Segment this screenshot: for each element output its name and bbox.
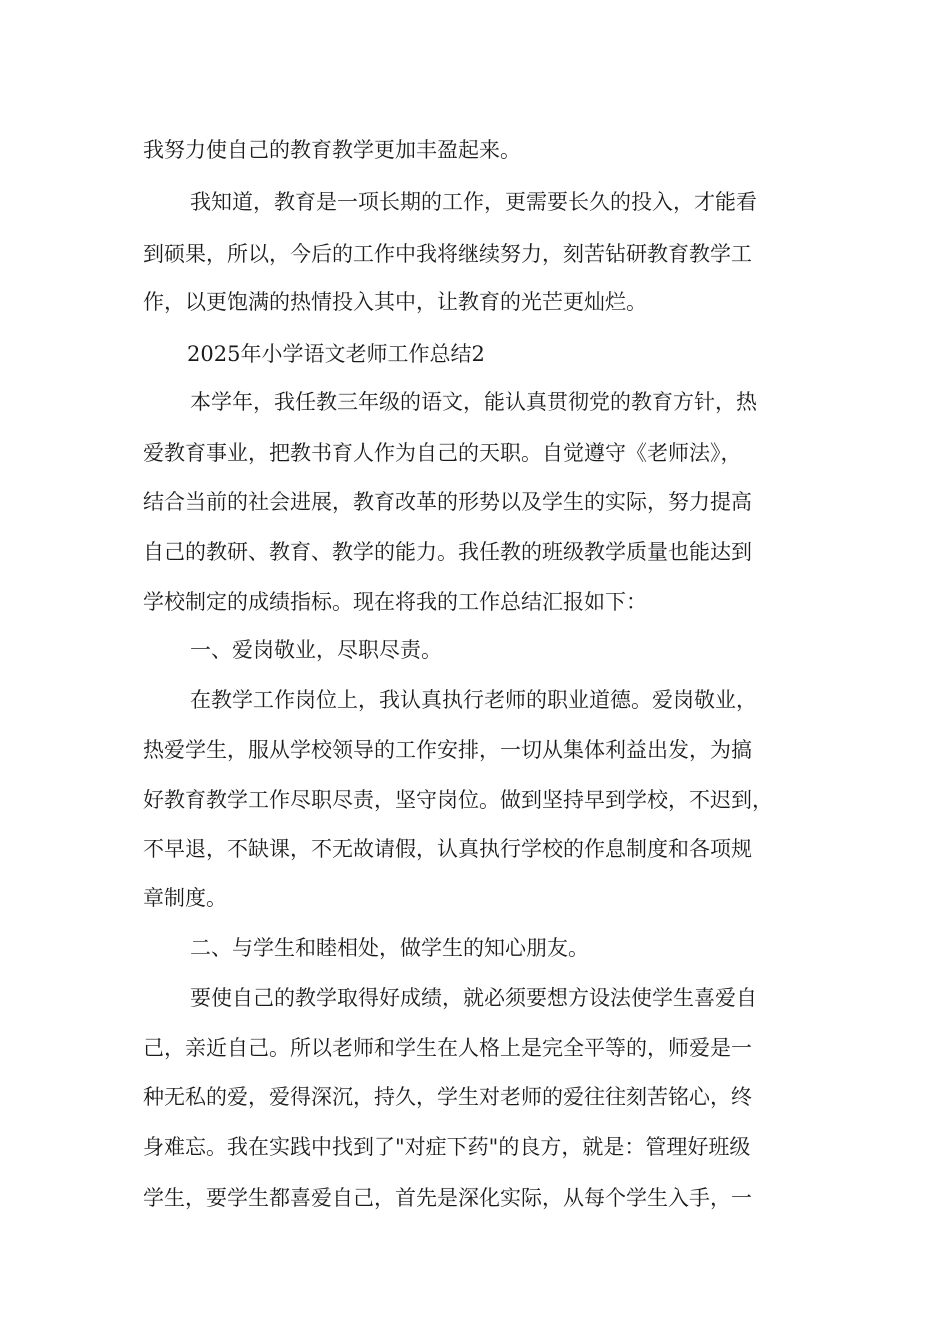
text-line: 热爱学生，服从学校领导的工作安排，一切从集体利益出发，为搞 [143, 738, 752, 762]
paragraph-line [0, 387, 950, 417]
document-title: 2025年小学语文老师工作总结2 [187, 342, 485, 366]
text-line: 爱教育事业，把教书育人作为自己的天职。自觉遵守《老师法》， [143, 441, 742, 465]
paragraph-line [0, 187, 950, 217]
paragraph-line [0, 587, 950, 617]
heading-text: 二、与学生和睦相处，做学生的知心朋友。 [190, 936, 589, 960]
text-line: 身难忘。我在实践中找到了"对症下药"的良方，就是：管理好班级 [143, 1135, 751, 1159]
text-line: 到硕果，所以，今后的工作中我将继续努力，刻苦钻研教育教学工 [143, 242, 752, 266]
heading-text: 一、爱岗敬业，尽职尽责。 [190, 638, 442, 662]
paragraph-line [0, 735, 950, 765]
paragraph-line [0, 1132, 950, 1162]
text-line: 不早退，不缺课，不无故请假，认真执行学校的作息制度和各项规 [143, 837, 752, 861]
text-line: 己，亲近自己。所以老师和学生在人格上是完全平等的，师爱是一 [143, 1036, 752, 1060]
text-line: 要使自己的教学取得好成绩，就必须要想方设法使学生喜爱自 [190, 986, 757, 1010]
paragraph-line [0, 1082, 950, 1112]
paragraph-line [0, 1183, 950, 1213]
text-line: 在教学工作岗位上，我认真执行老师的职业道德。爱岗敬业， [190, 688, 757, 712]
text-line: 结合当前的社会进展，教育改革的形势以及学生的实际，努力提高 [143, 490, 752, 514]
text-line: 本学年，我任教三年级的语文，能认真贯彻党的教育方针，热 [190, 390, 757, 414]
section-heading [0, 933, 950, 963]
paragraph-line [0, 785, 950, 815]
section-title [0, 339, 950, 369]
text-line: 章制度。 [143, 886, 227, 910]
text-line: 我知道，教育是一项长期的工作，更需要长久的投入，才能看 [190, 190, 757, 214]
text-line: 我努力使自己的教育教学更加丰盈起来。 [143, 138, 521, 162]
text-line: 学生，要学生都喜爱自己，首先是深化实际，从每个学生入手，一 [143, 1186, 752, 1210]
paragraph-line [0, 287, 950, 317]
paragraph-line [0, 983, 950, 1013]
text-line: 种无私的爱，爱得深沉，持久，学生对老师的爱往往刻苦铭心，终 [143, 1085, 752, 1109]
paragraph-line [0, 135, 950, 165]
text-line: 自己的教研、教育、教学的能力。我任教的班级教学质量也能达到 [143, 540, 752, 564]
text-line: 好教育教学工作尽职尽责，坚守岗位。做到坚持早到学校，不迟到， [143, 788, 773, 812]
paragraph-line [0, 239, 950, 269]
paragraph-line [0, 487, 950, 517]
paragraph-line [0, 685, 950, 715]
paragraph-line [0, 883, 950, 913]
text-line: 学校制定的成绩指标。现在将我的工作总结汇报如下： [143, 590, 647, 614]
paragraph-line [0, 1033, 950, 1063]
paragraph-line [0, 537, 950, 567]
paragraph-line [0, 834, 950, 864]
section-heading [0, 635, 950, 665]
text-line: 作，以更饱满的热情投入其中，让教育的光芒更灿烂。 [143, 290, 647, 314]
paragraph-line [0, 438, 950, 468]
